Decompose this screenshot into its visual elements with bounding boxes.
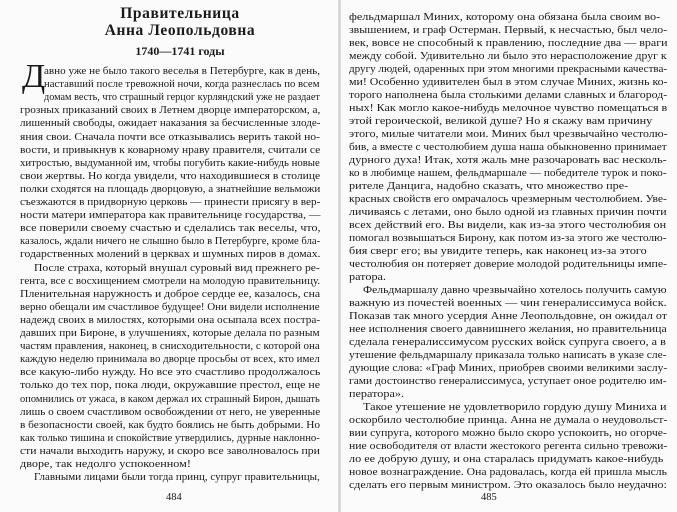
text-line: фельдмаршал Миних, которому она обязана была своим во- <box>349 12 661 23</box>
text-line: красных свойств его омрачалось чрезмерным честолюбием. Уве- <box>349 194 667 205</box>
text-line: только до тех пор, пока люди, окружавшие престол, еще не <box>20 380 321 392</box>
text-line: важную из почестей военных — чин генералиссимуса войск. <box>349 298 667 309</box>
text-line: ко в любимце нашем, фельдмаршале — победителе турок и поко- <box>349 168 667 179</box>
text-line: все какую-либо нужду. Но все это счастливо продолжалось <box>20 367 321 379</box>
text-line: как только тишина и спокойствие утвердились, дурные наклонно- <box>20 432 320 444</box>
text-line: сделать его первым министром. Это оказалось было неудачно: <box>349 480 667 491</box>
text-line: верно обещали им счастливое будущее! Они видели исполнение <box>20 301 320 313</box>
text-line: бив, а вместе с честолюбием душа наша обыкновенно принимает <box>349 142 667 153</box>
text-line: в безопасности своей, как будто боялись не быть добрыми. Но <box>20 419 320 431</box>
drop-cap: Д <box>22 58 46 95</box>
text-line: домам весть, что страшный герцог курляндский уже не раздает <box>44 92 320 104</box>
text-line: полки сходятся на площадь дворцовую, а знатнейшие вельможи <box>20 183 321 195</box>
text-line: ми! Особенно удивителен был в этом случае Миних, жизнь ко- <box>349 77 668 88</box>
text-line: ных! Как могло какое-нибудь мелочное чувство помещаться в <box>349 103 668 114</box>
chapter-years: 1740—1741 годы <box>135 44 225 58</box>
text-line: свои жертвы. Но когда увидели, что находившиеся в столице <box>20 170 321 182</box>
text-line: лишенный свободы, ожидает наказания за бесчисленные злоде- <box>20 118 321 130</box>
text-line: частям правления, наконец, в снисходительности, с которой она <box>20 341 320 353</box>
text-line: опомнились от ужаса, в каком держал их страшный Бирон, дышать <box>20 393 320 405</box>
text-line: яния свои. Сначала почти все отказывались верить такой но- <box>20 131 320 143</box>
page-number-right: 485 <box>481 492 497 503</box>
text-line: Фельдмаршалу давно чрезвычайно хотелось получить самую <box>363 285 667 296</box>
text-line: все поверили своему счастью и сделались так веселы, что, <box>20 223 321 235</box>
text-line: сделала генералиссимусом русских войск супруга своего, а в <box>349 337 666 348</box>
text-line: После страха, который внушал суровый вид прежнего ре- <box>34 262 320 274</box>
text-line: нее исполнения своего давнишнего желания, но правительница <box>349 324 667 335</box>
text-line: этой героической, великой душе? Но я скажу вам причину <box>349 116 653 127</box>
chapter-title-line-2: Анна Леопольдовна <box>104 22 256 39</box>
text-line: каждую неделю принимала во дворце просьбы от всех, кто имел <box>20 354 320 366</box>
left-page <box>0 0 338 512</box>
text-line: вости, и привыкнув к коварному нраву правителя, считали се <box>20 144 321 156</box>
text-line: новое вознаграждение. Она радовалась, когда ей пришла мысль <box>349 467 667 478</box>
text-line: век, вовсе не способный к правлению, последние два — враги <box>349 38 668 49</box>
text-line: хитростью, выдуманной им, чтобы погубить какие-нибудь новые <box>20 157 320 169</box>
text-line: давших при Бироне, в улучшениях, которые делала по разным <box>20 328 320 339</box>
text-line: лишь о своем счастливом освобождении от него, не уверенные <box>20 406 321 418</box>
text-line: гами достоинство генералиссимуса, уступает оное родителю им- <box>349 376 667 387</box>
text-line: ние освободителя от власти жестокого регента сильно тревожи- <box>349 441 668 452</box>
chapter-title-line-1: Правительница <box>120 5 240 22</box>
text-line: рителе Данцига, надобно сказать, что множество пре- <box>349 181 629 192</box>
right-page <box>341 0 677 512</box>
text-line: честолюбия он потеряет доверие молодой родительницы импе- <box>349 259 667 270</box>
text-line: грозных приказаний своих в Летнем дворце императорском, а, <box>20 105 321 117</box>
text-line: ператора». <box>349 389 405 400</box>
text-line: надежд своих в милостях, которыми она осыпала всех постра- <box>20 314 321 326</box>
text-line: всех действий его. Вы видели, как из-за этого честолюбия он <box>349 220 667 231</box>
text-line: звышением, и граф Остерман. Первый, к несчастью, был чело- <box>349 25 668 36</box>
text-line: бия сверг его; вы увидите теперь, как наконец из-за этого <box>349 246 647 257</box>
text-line: ратора. <box>349 272 386 283</box>
text-line: дворе, так недолго успокоенном! <box>20 459 191 470</box>
text-line: казалось, ждали ничего не слышно было в Петербурге, кроме бла- <box>20 236 321 248</box>
text-line: дурного духа! Итак, хотя жаль мне разочаровать вас несколь- <box>349 155 667 166</box>
text-line: утешение фельдмаршалу приказала только написать в указе сле- <box>349 350 667 361</box>
text-line: между собой. Удивительно ли было это нерасположение друг к <box>349 51 667 62</box>
text-line: сти начали выходить наружу, и скоро все заволновалось при <box>20 445 320 457</box>
text-line: годарственных молений в церквах и шумных пиров в домах. <box>20 249 321 261</box>
text-line: вии супруга, которого можно было скоро успокоить, но огорче- <box>349 428 667 439</box>
text-line: авно уже не было такого веселья в Петербурге, как в день, <box>44 66 321 77</box>
text-line: гента, все с восхищением смотрели на молодую правительницу. <box>20 275 321 287</box>
text-line: помогал возвышаться Бирону, как потом из-за этого же честолю- <box>349 233 667 244</box>
text-line: съезжаются в придворную церковь — принести присягу в вер- <box>20 197 321 208</box>
text-line: Такое утешение не удовлетворило гордую душу Миниха и <box>363 402 667 413</box>
text-line: ности матери императора как правительнице государства, — <box>20 210 321 222</box>
text-line: наставший после тревожной ночи, когда разнеслась по всем <box>44 79 320 91</box>
text-line: дующие слова: «Граф Миних, приобрев своими великими заслу- <box>349 363 668 374</box>
text-line: этого, милые читатели мои. Миних был чрезвычайно честолю- <box>349 129 668 140</box>
text-line: другу людей, одаренных при этом многими прекрасными качества- <box>349 64 668 75</box>
text-line: Пленительная наружность и доброе сердце ее, казалось, сна <box>20 288 321 300</box>
text-line: ло ее добрую душу, и она старалась придумать какое-нибудь <box>349 454 664 465</box>
text-line: Главными лицами были тогда принц, супруг правительницы, <box>34 472 320 484</box>
page-number-left: 484 <box>166 492 182 503</box>
text-line: Показав так много усердия Анне Леопольдовне, он ожидал от <box>349 311 667 322</box>
text-line: личиваясь с летами, оно было одной из главных причин почти <box>349 207 667 218</box>
text-line: торого наполнена была столькими делами славных и благород- <box>349 90 668 101</box>
text-line: оскорбило честолюбие принца. Анна не думала о неудовольст- <box>349 415 668 426</box>
